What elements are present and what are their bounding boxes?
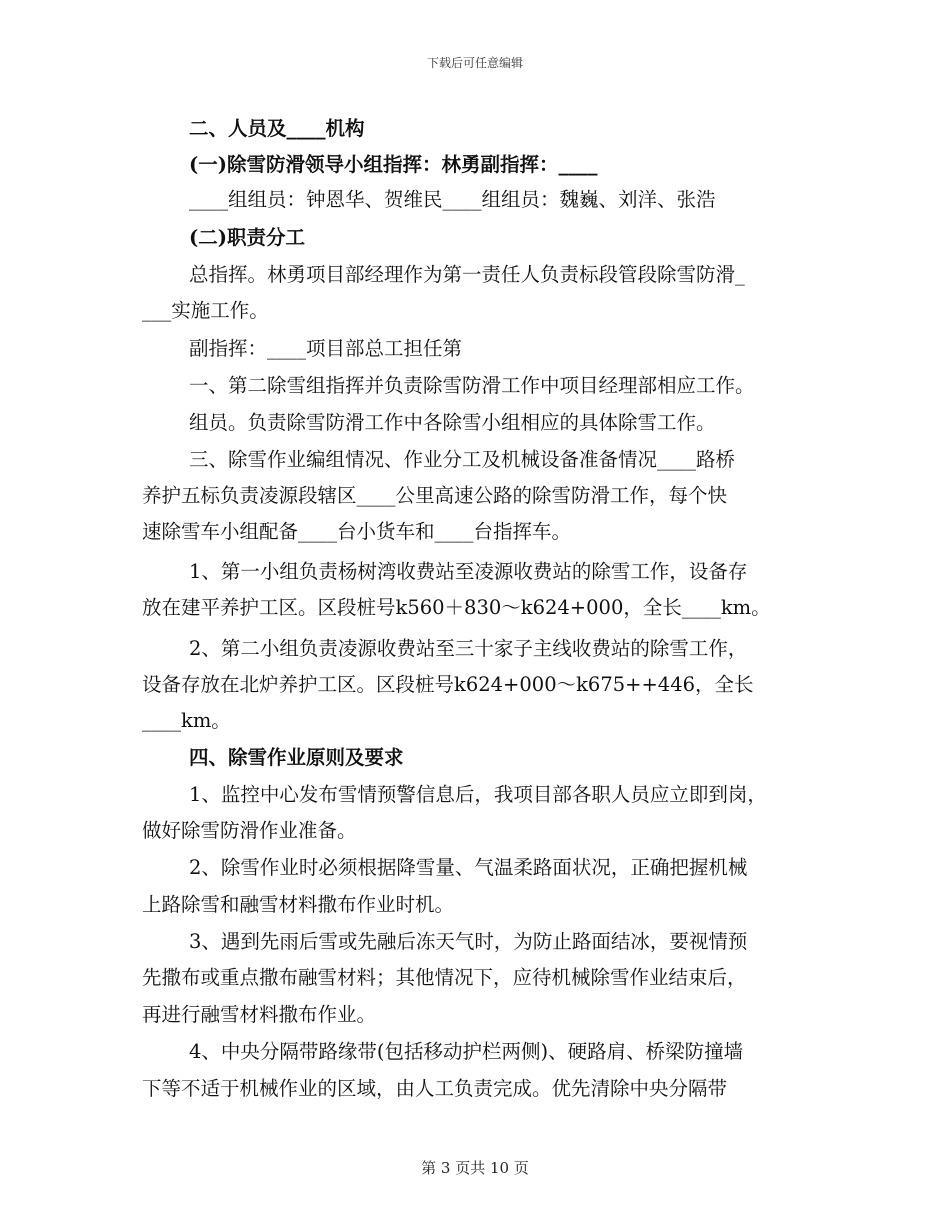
page-number: 第 3 页共 10 页 bbox=[421, 1159, 529, 1177]
text-line: 1、监控中心发布雪情预警信息后，我项目部各职人员应立即到岗， bbox=[189, 783, 767, 806]
section-heading: 二、人员及____机构 bbox=[189, 117, 365, 140]
page-header: 下载后可任意编辑 bbox=[426, 56, 523, 70]
text-line: 再进行融雪材料撒布作业。 bbox=[142, 1003, 377, 1026]
text-line: 副指挥：____项目部总工担任第 bbox=[189, 337, 463, 360]
text-line: ___实施工作。 bbox=[142, 299, 269, 322]
text-line: 设备存放在北炉养护工区。区段桩号k624+000～k675++446，全长 bbox=[142, 673, 754, 696]
text-line: 上路除雪和融雪材料撒布作业时机。 bbox=[142, 893, 455, 916]
text-line: 3、遇到先雨后雪或先融后冻天气时，为防止路面结冰，要视情预 bbox=[189, 930, 748, 953]
text-line: 放在建平养护工区。区段桩号k560＋830～k624+000，全长____km。 bbox=[142, 596, 771, 619]
text-line: 2、第二小组负责凌源收费站至三十家子主线收费站的除雪工作， bbox=[189, 637, 748, 660]
text-line: 养护五标负责凌源段辖区____公里高速公路的除雪防滑工作，每个快 bbox=[142, 484, 728, 507]
text-line: 三、除雪作业编组情况、作业分工及机械设备准备情况____路桥 bbox=[189, 448, 736, 471]
subsection-heading: (一)除雪防滑领导小组指挥：林勇副指挥：____ bbox=[189, 153, 598, 176]
subsection-heading: (二)职责分工 bbox=[189, 226, 305, 249]
text-line: 先撒布或重点撒布融雪材料；其他情况下，应待机械除雪作业结束后， bbox=[142, 966, 747, 989]
text-line: 做好除雪防滑作业准备。 bbox=[142, 819, 357, 842]
section-heading: 四、除雪作业原则及要求 bbox=[189, 746, 404, 769]
text-line: 下等不适于机械作业的区域，由人工负责完成。优先清除中央分隔带 bbox=[142, 1077, 728, 1100]
text-line: 速除雪车小组配备____台小货车和____台指挥车。 bbox=[142, 520, 572, 543]
text-line: 1、第一小组负责杨树湾收费站至凌源收费站的除雪工作，设备存 bbox=[189, 560, 748, 583]
text-line: ____组组员：钟恩华、贺维民____组组员：魏巍、刘洋、张浩 bbox=[189, 188, 716, 211]
text-line: 4、中央分隔带路缘带(包括移动护栏两侧)、硬路肩、桥梁防撞墙 bbox=[189, 1040, 744, 1063]
text-line: 一、第二除雪组指挥并负责除雪防滑工作中项目经理部相应工作。 bbox=[189, 374, 755, 397]
text-line: 2、除雪作业时必须根据降雪量、气温柔路面状况，正确把握机械 bbox=[189, 856, 748, 879]
text-line: 总指挥。林勇项目部经理作为第一责任人负责标段管段除雪防滑_ bbox=[189, 263, 745, 286]
text-line: ____km。 bbox=[142, 709, 231, 732]
text-line: 组员。负责除雪防滑工作中各除雪小组相应的具体除雪工作。 bbox=[189, 411, 716, 434]
